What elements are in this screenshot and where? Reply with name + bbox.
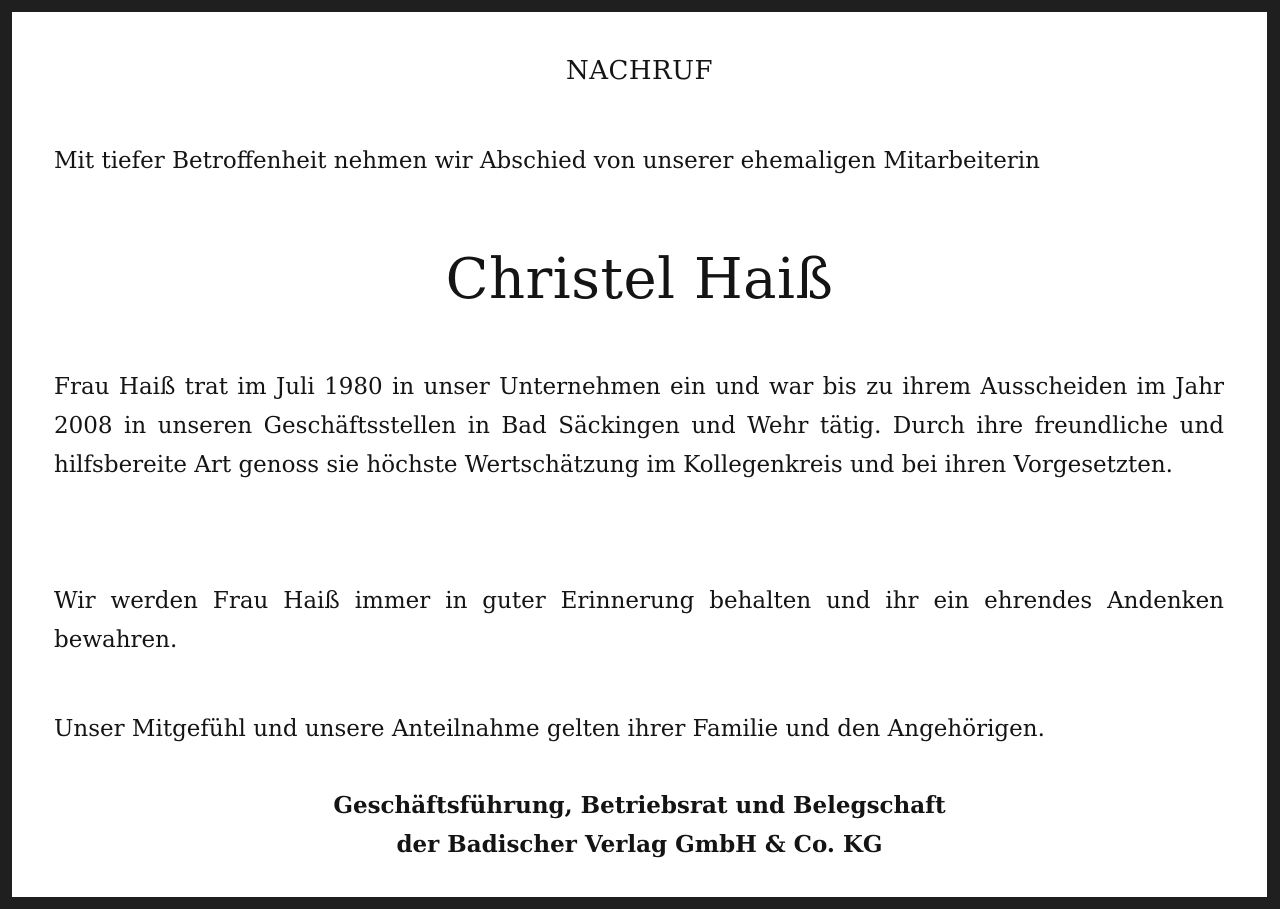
signature-block bbox=[12, 786, 1267, 864]
condolence-paragraph: Unser Mitgefühl und unsere Anteilnahme gelten ihrer Familie und den Angehörigen. bbox=[54, 716, 1045, 742]
notice-title: NACHRUF bbox=[565, 56, 714, 86]
signature-line-2: der Badischer Verlag GmbH & Co. KG bbox=[396, 831, 883, 858]
intro-line: Mit tiefer Betroffenheit nehmen wir Abschied von unserer ehemaligen Mitarbeiterin bbox=[54, 148, 1040, 174]
obituary-notice bbox=[12, 12, 1267, 897]
deceased-name: Christel Haiß bbox=[445, 247, 834, 312]
signature-line-1: Geschäftsführung, Betriebsrat und Belegschaft bbox=[333, 792, 946, 819]
remembrance-paragraph: Wir werden Frau Haiß immer in guter Erinnerung behalten und ihr ein ehrendes Andenken bewahren. bbox=[54, 588, 1224, 653]
career-paragraph: Frau Haiß trat im Juli 1980 in unser Unternehmen ein und war bis zu ihrem Ausscheiden im Jahr 2008 in unseren Geschäftsstellen in Bad Säckingen und Wehr tätig. Durch ihre freundliche und hilfsbereite Art genoss sie höchste Wertschätzung im Kollegenkreis und bei ihren Vorgesetzten. bbox=[54, 374, 1224, 478]
